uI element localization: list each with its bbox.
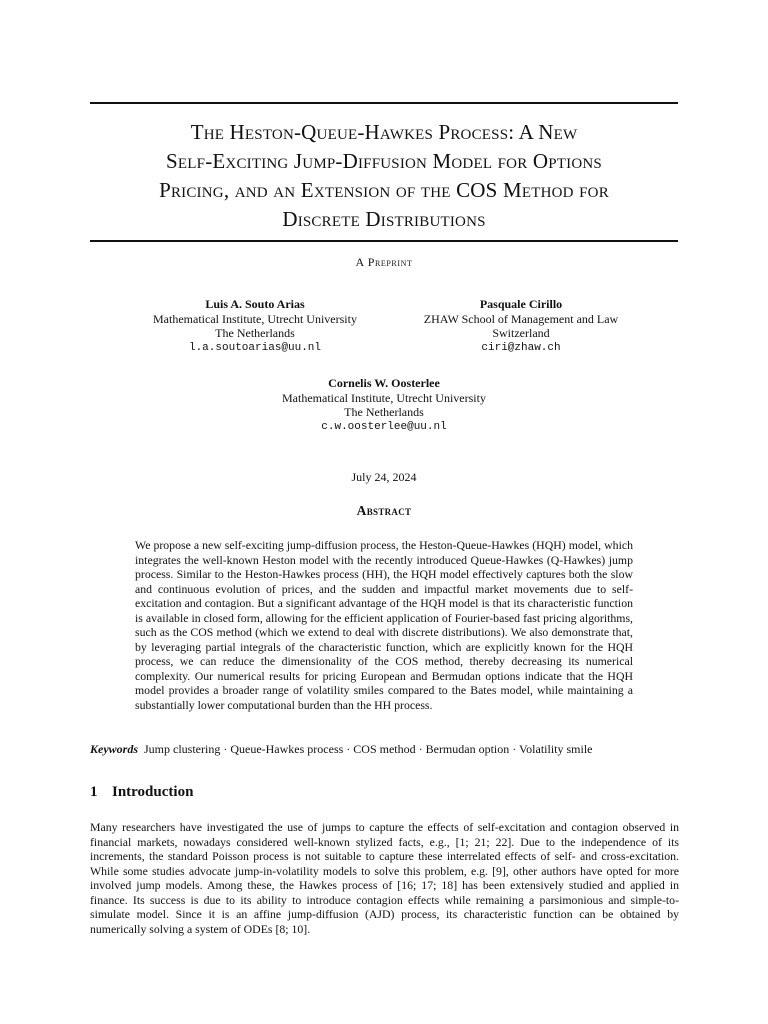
author-country: Switzerland	[492, 326, 550, 340]
author-block	[234, 376, 534, 434]
title-line: Pricing, and an Extension of the COS Method for	[159, 178, 609, 202]
preprint-label: A Preprint	[355, 255, 413, 269]
author-affiliation: ZHAW School of Management and Law	[423, 311, 619, 326]
author-name: Luis A. Souto Arias	[205, 297, 305, 311]
author-name: Pasquale Cirillo	[479, 297, 563, 311]
author-email[interactable]: ciri@zhaw.ch	[481, 341, 561, 354]
author-block	[120, 297, 390, 355]
abstract-text: We propose a new self-exciting jump-diffusion process, the Heston-Queue-Hawkes (HQH) model, which integrates the well-known Heston model with the recently introduced Queue-Hawkes (Q-Hawkes) jump process. Similar to the Heston-Hawkes process (HH), the HQH model effectively captures both the slow and continuous evolution of prices, and the sudden and impactful market movements due to self-excitation and contagion. But a significant advantage of the HQH model is that its characteristic function is available in closed form, allowing for the efficient application of Fourier-based fast pricing algorithms, such as the COS method (which we extend to deal with discrete distributions). We also demonstrate that, by leveraging partial integrals of the characteristic function, which are explicitly known for the HQH process, we can reduce the dimensionality of the COS method, thereby decreasing its numerical complexity. Our numerical results for pricing European and Bermudan options indicate that the HQH model provides a broader range of volatility smiles compared to the Bates model, while maintaining a substantially lower computational burden than the HH process.	[135, 538, 633, 712]
author-affiliation: Mathematical Institute, Utrecht University	[153, 311, 357, 326]
title-line: Self-Exciting Jump-Diffusion Model for Options	[166, 149, 602, 173]
paper-title	[90, 118, 678, 234]
section-title: Introduction	[112, 784, 194, 800]
author-email[interactable]: l.a.soutoarias@uu.nl	[188, 341, 322, 354]
title-line: The Heston-Queue-Hawkes Process: A New	[190, 120, 578, 144]
section-heading	[90, 784, 193, 801]
keywords-line	[90, 742, 690, 757]
keywords-list: Jump clustering · Queue-Hawkes process · COS method · Bermudan option · Volatility smile	[144, 742, 593, 756]
title-line: Discrete Distributions	[282, 207, 486, 231]
bottom-title-rule	[90, 240, 678, 242]
keywords-label: Keywords	[90, 742, 138, 756]
author-block	[390, 297, 652, 355]
author-country: The Netherlands	[344, 405, 424, 419]
abstract-heading: Abstract	[356, 503, 412, 518]
author-name: Cornelis W. Oosterlee	[328, 376, 440, 390]
section-number: 1	[90, 784, 98, 800]
publication-date: July 24, 2024	[351, 470, 417, 484]
intro-paragraph: Many researchers have investigated the use of jumps to capture the effects of self-excitation and contagion observed in financial markets, nowadays considered well-known stylized facts, e.g., [1; 21; 22]. Due to the independence of its increments, the standard Poisson process is not suitable to capture these interrelated effects of self- and cross-excitation. While some studies advocate jump-in-volatility models to solve this problem, e.g. [9], other authors have opted for more involved jump models. Among these, the Hawkes process of [16; 17; 18] has been extensively studied and applied in finance. Its success is due to its ability to introduce contagion effects while remaining a parsimonious and simple-to-simulate model. Since it is an affine jump-diffusion (AJD) process, its characteristic function can be obtained by numerically solving a system of ODEs [8; 10].	[90, 820, 679, 936]
author-country: The Netherlands	[215, 326, 295, 340]
author-email[interactable]: c.w.oosterlee@uu.nl	[321, 420, 447, 433]
author-affiliation: Mathematical Institute, Utrecht University	[282, 390, 486, 405]
top-rule	[90, 102, 678, 104]
